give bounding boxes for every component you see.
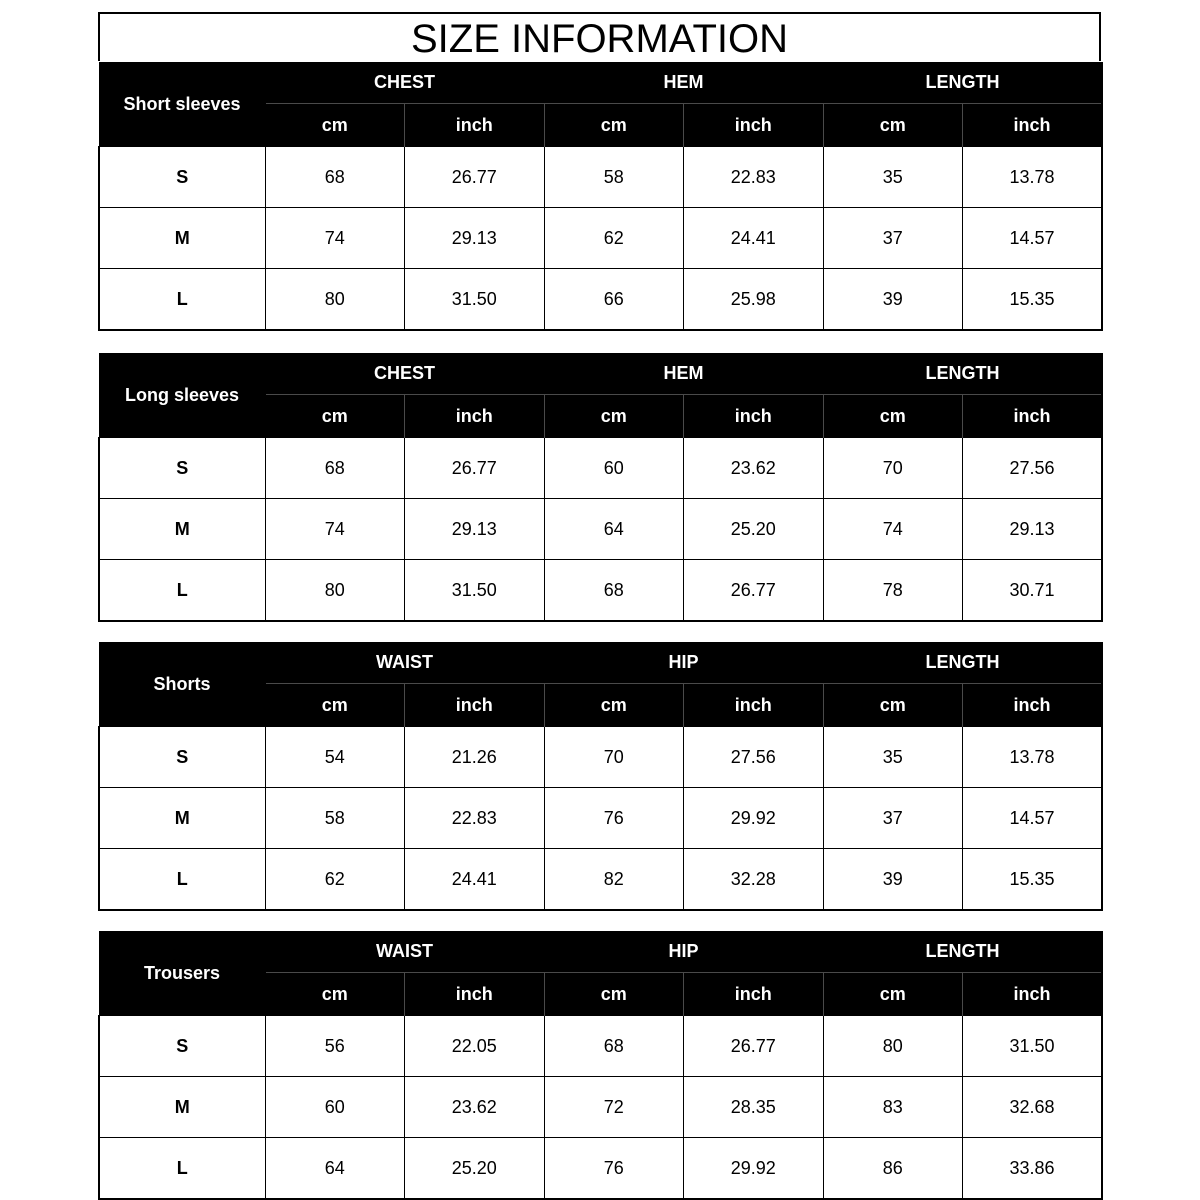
value-cell: 68 — [544, 560, 684, 622]
value-cell: 39 — [823, 849, 963, 911]
size-label: S — [99, 147, 265, 208]
unit-header: cm — [544, 684, 684, 727]
value-cell: 56 — [265, 1016, 405, 1077]
value-cell: 62 — [544, 208, 684, 269]
unit-header: inch — [684, 684, 824, 727]
value-cell: 60 — [544, 438, 684, 499]
measure-header: HIP — [544, 931, 823, 973]
value-cell: 31.50 — [405, 560, 545, 622]
value-cell: 28.35 — [684, 1077, 824, 1138]
unit-header: inch — [963, 684, 1103, 727]
value-cell: 29.92 — [684, 788, 824, 849]
category-label: Trousers — [99, 931, 265, 1016]
value-cell: 14.57 — [963, 788, 1103, 849]
value-cell: 74 — [265, 208, 405, 269]
value-cell: 74 — [823, 499, 963, 560]
table-row — [99, 208, 1102, 269]
value-cell: 26.77 — [405, 147, 545, 208]
value-cell: 58 — [265, 788, 405, 849]
value-cell: 15.35 — [963, 269, 1103, 331]
unit-header: cm — [823, 973, 963, 1016]
unit-header: cm — [544, 973, 684, 1016]
value-cell: 68 — [544, 1016, 684, 1077]
value-cell: 13.78 — [963, 727, 1103, 788]
category-label: Shorts — [99, 642, 265, 727]
value-cell: 27.56 — [963, 438, 1103, 499]
measure-header: WAIST — [265, 931, 544, 973]
size-table — [98, 62, 1103, 331]
unit-header: inch — [963, 395, 1103, 438]
value-cell: 26.77 — [405, 438, 545, 499]
value-cell: 29.13 — [963, 499, 1103, 560]
value-cell: 68 — [265, 147, 405, 208]
value-cell: 22.83 — [684, 147, 824, 208]
measure-header: HEM — [544, 353, 823, 395]
value-cell: 26.77 — [684, 1016, 824, 1077]
value-cell: 29.92 — [684, 1138, 824, 1200]
unit-header: cm — [265, 684, 405, 727]
size-table — [98, 353, 1103, 622]
size-label: S — [99, 438, 265, 499]
value-cell: 32.68 — [963, 1077, 1103, 1138]
unit-header: inch — [405, 684, 545, 727]
measure-header: LENGTH — [823, 931, 1102, 973]
measure-header: LENGTH — [823, 642, 1102, 684]
value-cell: 70 — [544, 727, 684, 788]
unit-header: cm — [265, 104, 405, 147]
category-label: Long sleeves — [99, 353, 265, 438]
unit-header: cm — [823, 104, 963, 147]
measure-header: WAIST — [265, 642, 544, 684]
value-cell: 78 — [823, 560, 963, 622]
value-cell: 14.57 — [963, 208, 1103, 269]
value-cell: 33.86 — [963, 1138, 1103, 1200]
unit-header: cm — [265, 973, 405, 1016]
value-cell: 58 — [544, 147, 684, 208]
table-row — [99, 560, 1102, 622]
value-cell: 37 — [823, 208, 963, 269]
measure-header: CHEST — [265, 62, 544, 104]
value-cell: 22.83 — [405, 788, 545, 849]
value-cell: 31.50 — [963, 1016, 1103, 1077]
category-label: Short sleeves — [99, 62, 265, 147]
unit-header: inch — [405, 973, 545, 1016]
unit-header: inch — [684, 973, 824, 1016]
unit-header: inch — [405, 104, 545, 147]
size-label: M — [99, 208, 265, 269]
value-cell: 30.71 — [963, 560, 1103, 622]
value-cell: 29.13 — [405, 499, 545, 560]
unit-header: cm — [823, 395, 963, 438]
unit-header: inch — [684, 395, 824, 438]
value-cell: 60 — [265, 1077, 405, 1138]
value-cell: 24.41 — [684, 208, 824, 269]
value-cell: 39 — [823, 269, 963, 331]
value-cell: 66 — [544, 269, 684, 331]
value-cell: 80 — [265, 560, 405, 622]
unit-header: cm — [265, 395, 405, 438]
value-cell: 25.20 — [684, 499, 824, 560]
size-table — [98, 931, 1103, 1200]
size-label: S — [99, 727, 265, 788]
value-cell: 25.20 — [405, 1138, 545, 1200]
table-row — [99, 1077, 1102, 1138]
measure-header: HIP — [544, 642, 823, 684]
value-cell: 74 — [265, 499, 405, 560]
unit-header: cm — [823, 684, 963, 727]
size-table — [98, 642, 1103, 911]
size-label: M — [99, 499, 265, 560]
value-cell: 76 — [544, 788, 684, 849]
table-row — [99, 849, 1102, 911]
size-label: M — [99, 1077, 265, 1138]
value-cell: 25.98 — [684, 269, 824, 331]
unit-header: inch — [963, 104, 1103, 147]
measure-header: LENGTH — [823, 353, 1102, 395]
unit-header: inch — [963, 973, 1103, 1016]
table-row — [99, 1138, 1102, 1200]
value-cell: 13.78 — [963, 147, 1103, 208]
value-cell: 35 — [823, 147, 963, 208]
table-row — [99, 438, 1102, 499]
value-cell: 64 — [544, 499, 684, 560]
size-label: L — [99, 560, 265, 622]
value-cell: 35 — [823, 727, 963, 788]
value-cell: 76 — [544, 1138, 684, 1200]
value-cell: 80 — [823, 1016, 963, 1077]
measure-header: HEM — [544, 62, 823, 104]
measure-header: CHEST — [265, 353, 544, 395]
value-cell: 24.41 — [405, 849, 545, 911]
value-cell: 72 — [544, 1077, 684, 1138]
size-label: L — [99, 1138, 265, 1200]
unit-header: inch — [405, 395, 545, 438]
table-row — [99, 147, 1102, 208]
value-cell: 83 — [823, 1077, 963, 1138]
value-cell: 22.05 — [405, 1016, 545, 1077]
value-cell: 86 — [823, 1138, 963, 1200]
value-cell: 23.62 — [684, 438, 824, 499]
value-cell: 64 — [265, 1138, 405, 1200]
value-cell: 80 — [265, 269, 405, 331]
value-cell: 54 — [265, 727, 405, 788]
table-row — [99, 499, 1102, 560]
value-cell: 37 — [823, 788, 963, 849]
value-cell: 32.28 — [684, 849, 824, 911]
size-label: L — [99, 269, 265, 331]
size-label: M — [99, 788, 265, 849]
value-cell: 70 — [823, 438, 963, 499]
size-label: S — [99, 1016, 265, 1077]
value-cell: 23.62 — [405, 1077, 545, 1138]
value-cell: 31.50 — [405, 269, 545, 331]
value-cell: 15.35 — [963, 849, 1103, 911]
value-cell: 21.26 — [405, 727, 545, 788]
value-cell: 82 — [544, 849, 684, 911]
table-row — [99, 727, 1102, 788]
value-cell: 68 — [265, 438, 405, 499]
measure-header: LENGTH — [823, 62, 1102, 104]
table-row — [99, 1016, 1102, 1077]
unit-header: cm — [544, 104, 684, 147]
value-cell: 62 — [265, 849, 405, 911]
unit-header: cm — [544, 395, 684, 438]
page-title: SIZE INFORMATION — [98, 12, 1101, 61]
value-cell: 27.56 — [684, 727, 824, 788]
table-row — [99, 269, 1102, 331]
value-cell: 26.77 — [684, 560, 824, 622]
unit-header: inch — [684, 104, 824, 147]
table-row — [99, 788, 1102, 849]
value-cell: 29.13 — [405, 208, 545, 269]
size-label: L — [99, 849, 265, 911]
